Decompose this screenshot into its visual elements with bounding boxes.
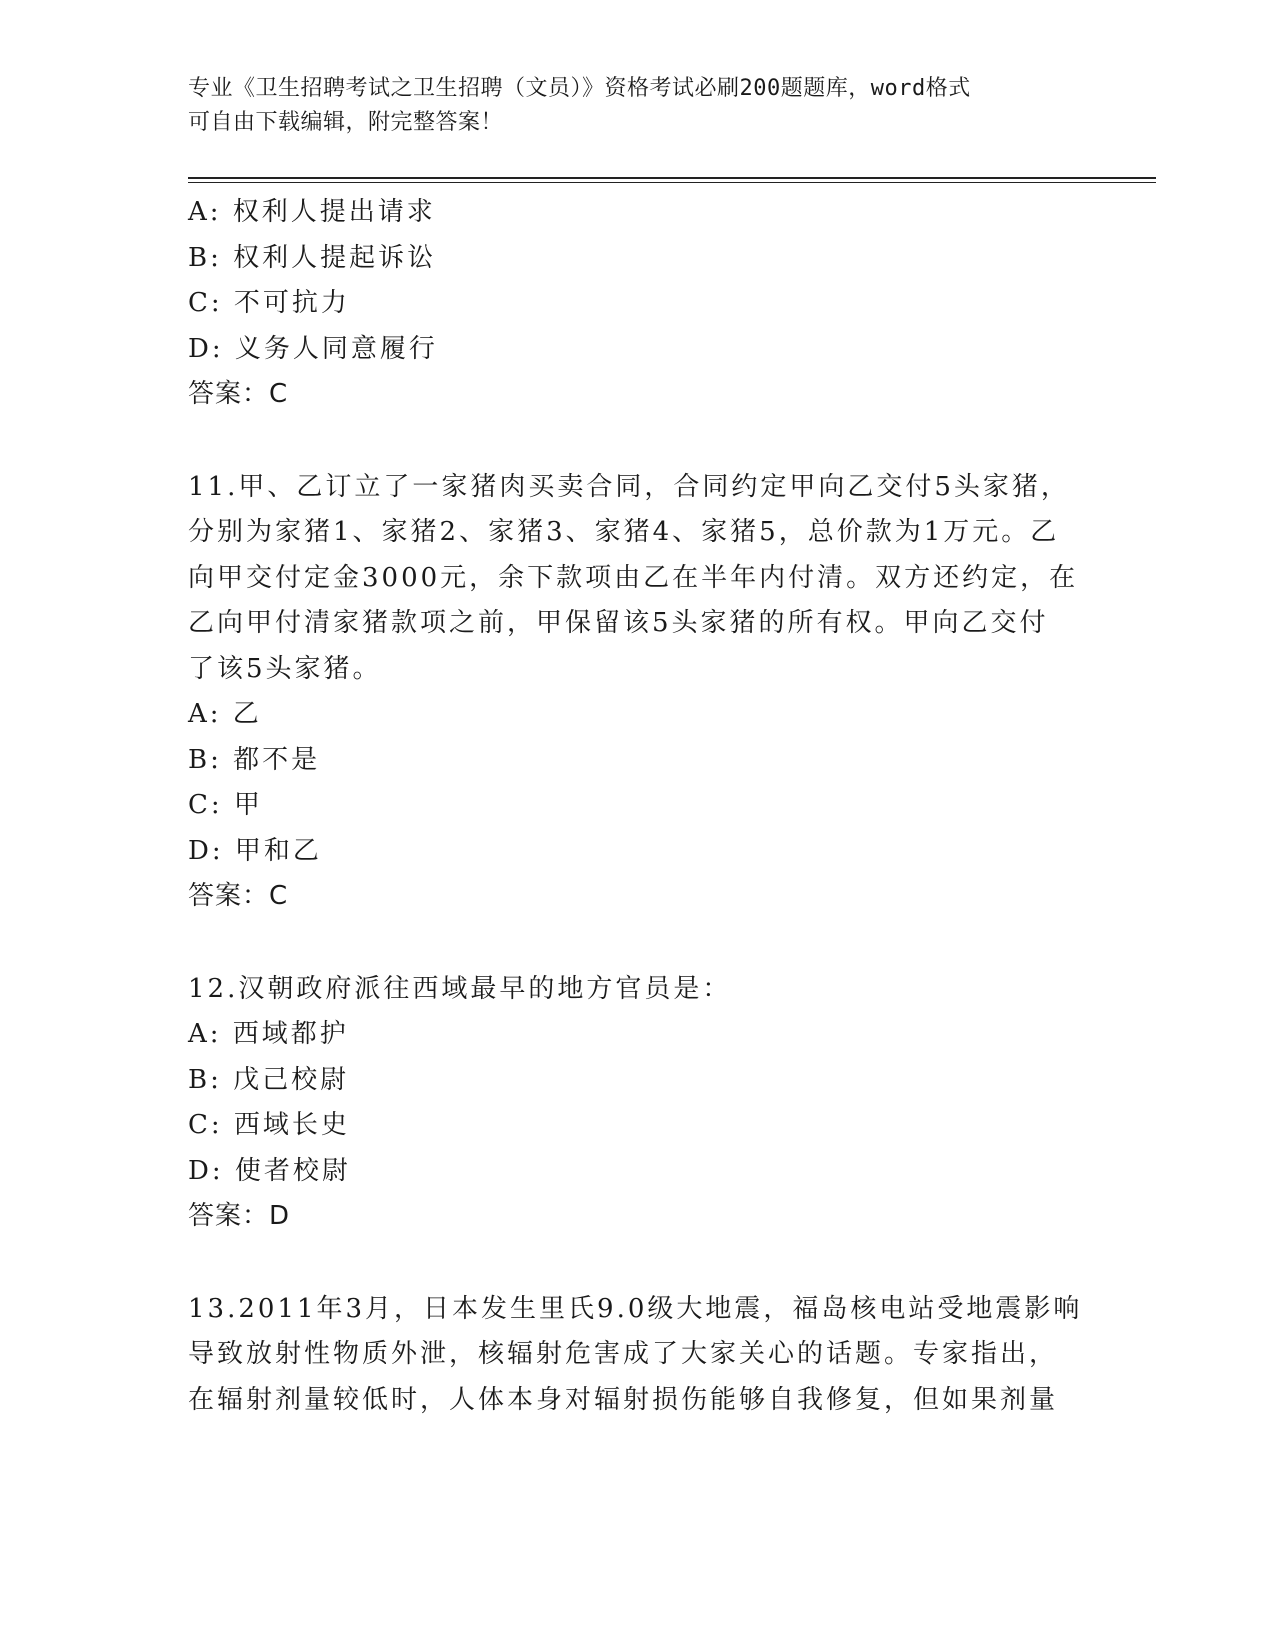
option-a: A: 乙 [188, 699, 262, 729]
option-c: C: 西域长史 [188, 1110, 350, 1140]
question-stem-line: 了该5头家猪。 [188, 653, 382, 684]
question-stem-line: 12.汉朝政府派往西域最早的地方官员是： [188, 973, 732, 1004]
header-line-2: 可自由下载编辑，附完整答案！ [188, 110, 504, 135]
option-b: B: 都不是 [188, 744, 321, 775]
question-list [188, 190, 1088, 1423]
question-10 [188, 190, 1088, 418]
question-stem-line: 分别为家猪1、家猪2、家猪3、家猪4、家猪5，总价款为1万元。乙 [188, 517, 1060, 547]
header-divider-thick [188, 177, 1156, 179]
option-b: B: 戊己校尉 [188, 1064, 350, 1095]
option-a: A: 权利人提出请求 [188, 197, 436, 227]
option-a: A: 西域都护 [188, 1019, 349, 1049]
answer: 答案：C [188, 881, 289, 911]
question-stem-line: 13.2011年3月，日本发生里氏9.0级大地震，福岛核电站受地震影响 [188, 1293, 1083, 1324]
question-13 [188, 1287, 1088, 1424]
answer: 答案：D [188, 1201, 291, 1231]
question-12 [188, 967, 1088, 1240]
option-d: D: 义务人同意履行 [188, 333, 438, 364]
header-line-1: 专业《卫生招聘考试之卫生招聘（文员）》资格考试必刷200题题库，word格式 [188, 76, 971, 101]
option-d: D: 使者校尉 [188, 1155, 351, 1186]
option-b: B: 权利人提起诉讼 [188, 242, 437, 273]
option-c: C: 不可抗力 [188, 288, 350, 318]
question-stem-line: 向甲交付定金3000元，余下款项由乙在半年内付清。双方还约定，在 [188, 562, 1079, 593]
option-c: C: 甲 [188, 790, 263, 820]
answer: 答案：C [188, 379, 289, 409]
header-divider-thin [188, 182, 1156, 183]
question-11 [188, 465, 1088, 920]
option-d: D: 甲和乙 [188, 835, 322, 866]
document-header [188, 72, 1068, 140]
question-stem-line: 11.甲、乙订立了一家猪肉买卖合同，合同约定甲向乙交付5头家猪， [188, 471, 1070, 502]
question-stem-line: 乙向甲付清家猪款项之前，甲保留该5头家猪的所有权。甲向乙交付 [188, 608, 1049, 638]
question-stem-line: 导致放射性物质外泄，核辐射危害成了大家关心的话题。专家指出， [188, 1339, 1059, 1369]
question-stem-line: 在辐射剂量较低时，人体本身对辐射损伤能够自我修复，但如果剂量 [188, 1384, 1059, 1415]
